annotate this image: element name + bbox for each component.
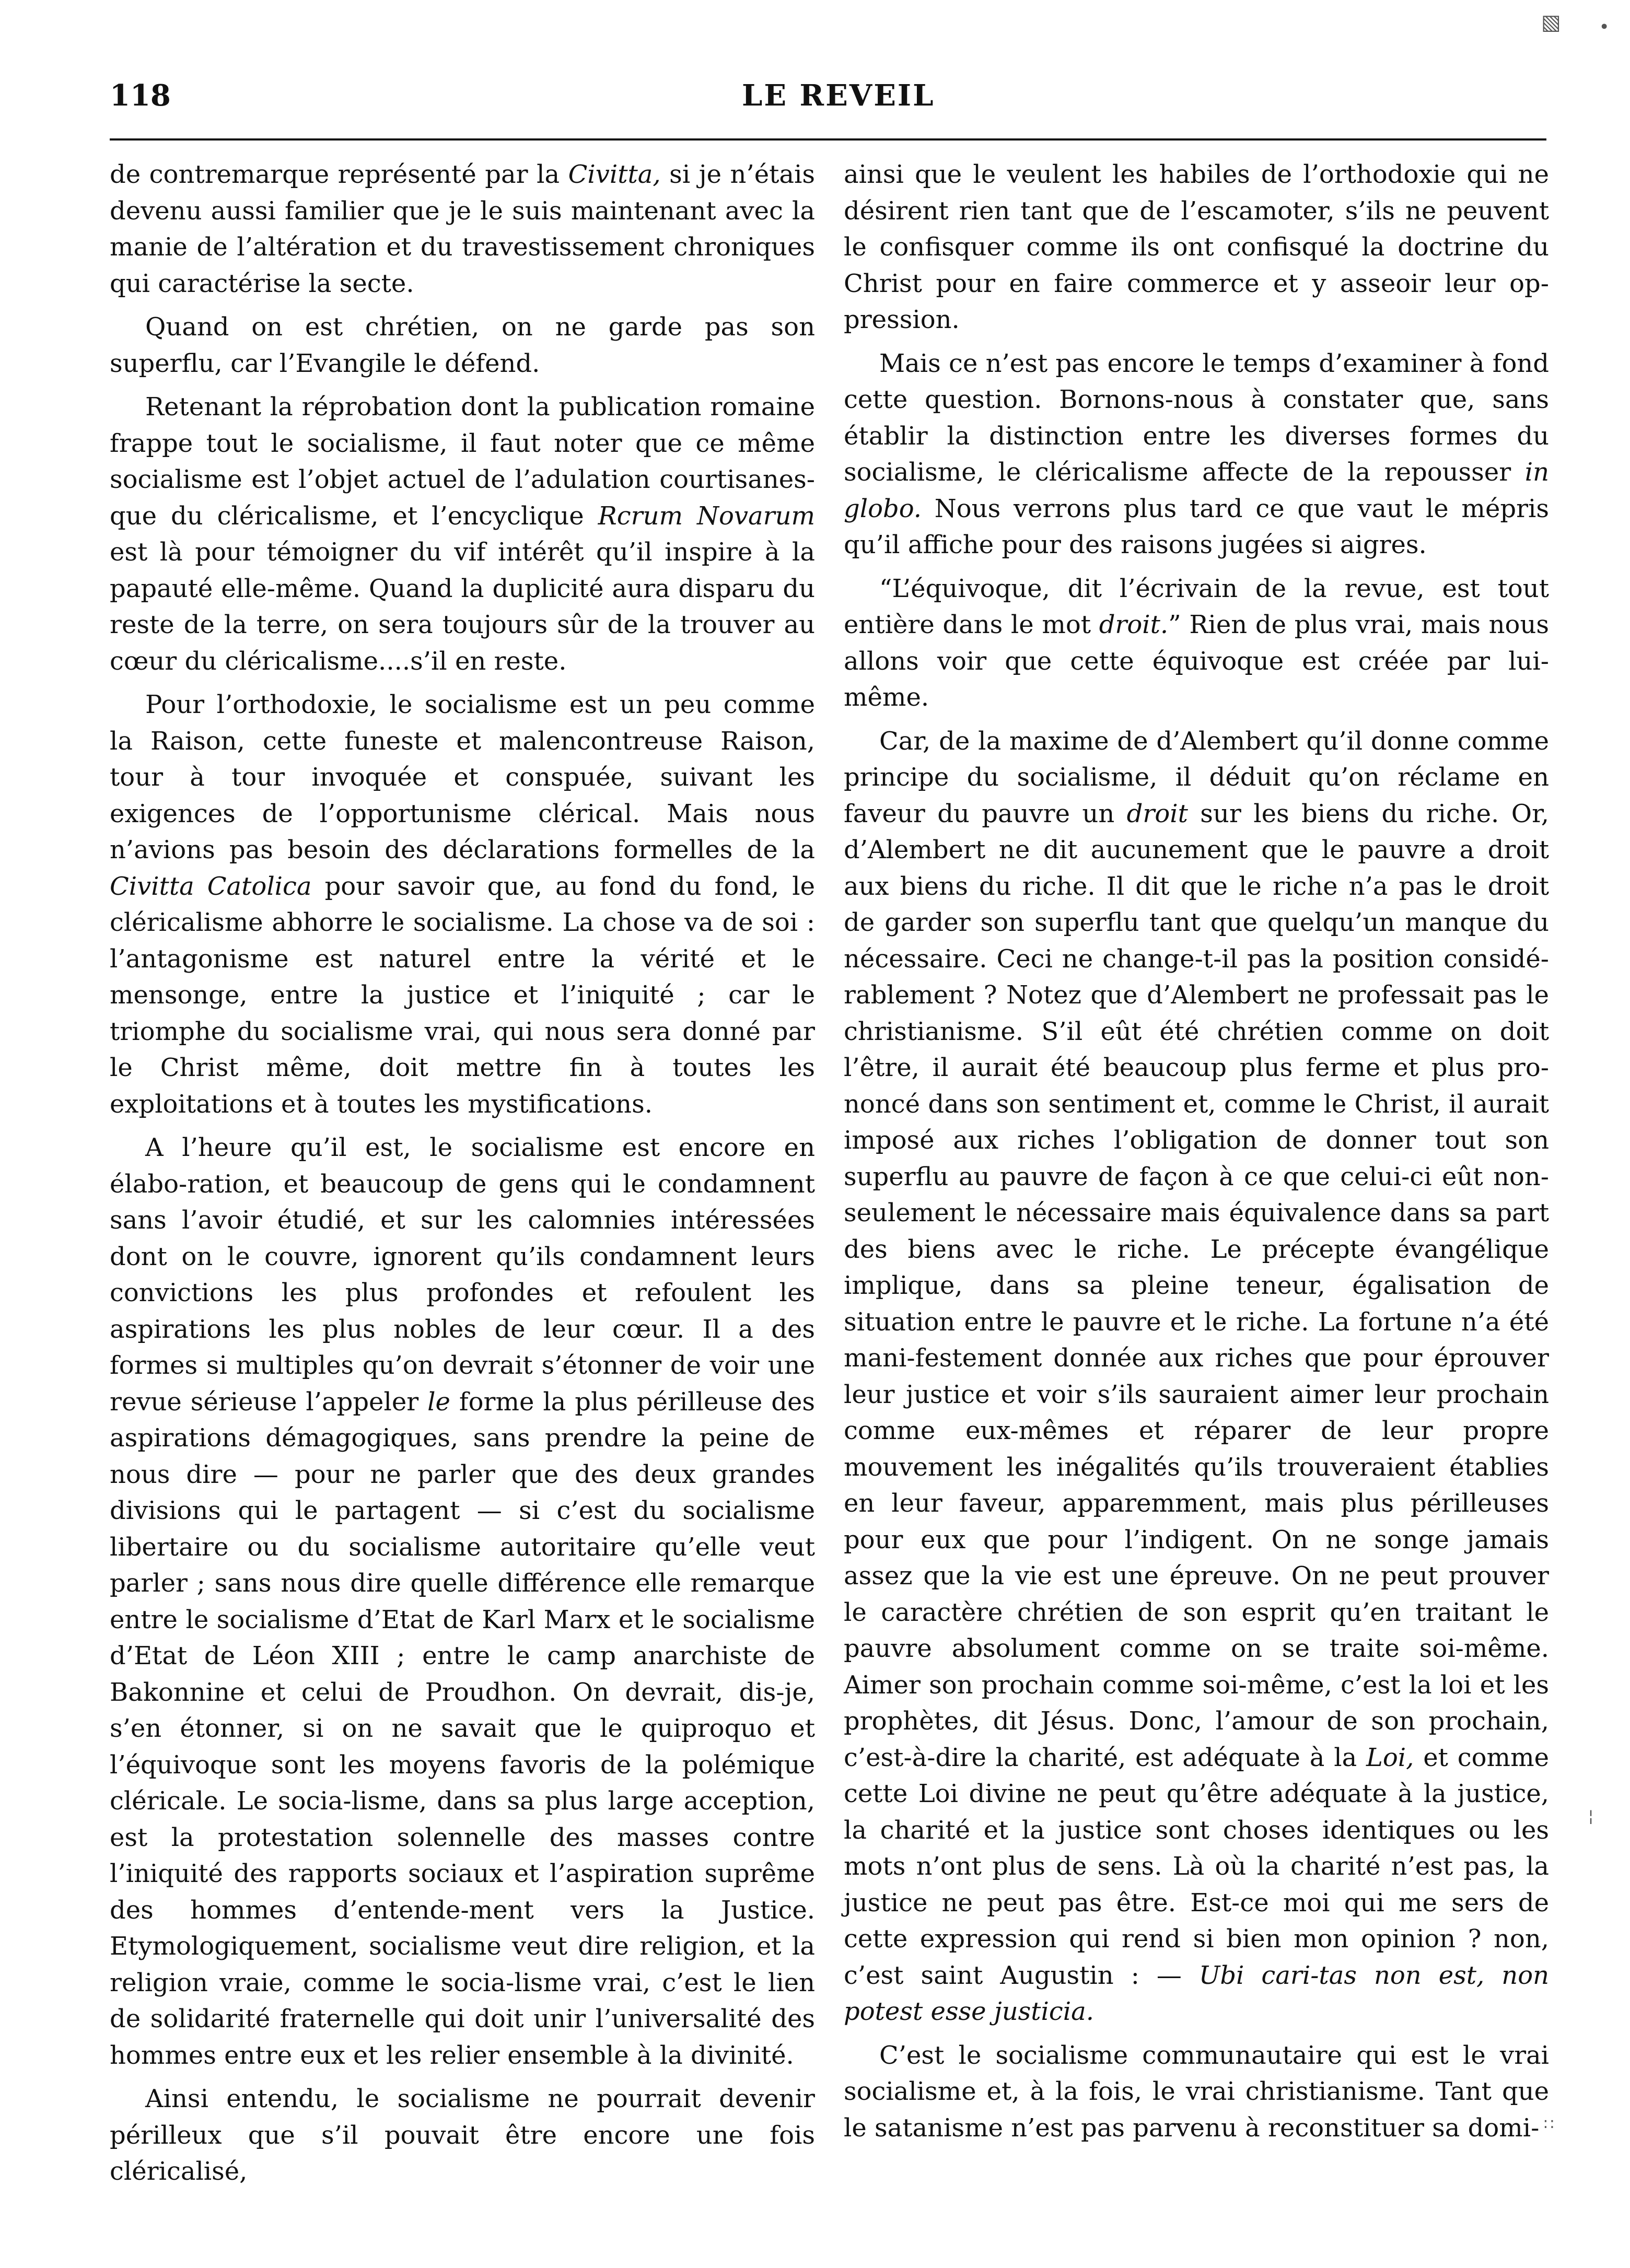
right-column [844,157,1549,2154]
paragraph [110,389,815,680]
text-run: Ainsi entendu, le socialisme ne pourrait devenir périlleux que s’il pouvait être encore une fois cléricalisé, [110,2084,815,2186]
paragraph [110,309,815,382]
paragraph [844,723,1549,2030]
text-run: C’est le socialisme communautaire qui est le vrai socialisme et, à la fois, le vrai christianisme. Tant que le satanisme n’est pas parvenu à reconstituer sa domi- [844,2040,1549,2143]
paragraph [110,687,815,1123]
italic-text: Rcrum Novarum [598,501,815,531]
scan-mark: ∷ [1544,2115,1554,2134]
scan-mark: ▧ [1541,10,1561,34]
italic-text: droit [1126,799,1188,828]
text-run: ainsi que le veulent les habiles de l’orthodoxie qui ne désirent rien tant que de l’escamoter, s’ils ne peuvent le confisquer comme ils ont confisqué la doctrine du Christ pour en faire commerce et y asseoir leur op-pression. [844,160,1549,334]
paragraph [110,1130,815,2074]
italic-text: Civitta, [568,160,661,189]
paragraph [844,2038,1549,2147]
paragraph [110,157,815,302]
running-title: LE REVEIL [742,78,935,113]
text-run: pour savoir que, au fond du fond, le cléricalisme abhorre le socialisme. La chose va de soi : l’antagonisme est naturel entre la vérité et le mensonge, entre la justice et l’iniquité ; car le triomphe du socialisme vrai, qui nous sera donné par le Christ même, doit mettre fin à toutes les exploitations et à toutes les mystifications. [110,871,816,1119]
left-column [110,157,815,2197]
header-rule [110,138,1546,141]
text-run: sur les biens du riche. Or, d’Alembert ne dit aucunement que le pauvre a droit aux biens du riche. Il dit que le riche n’a pas le droit de garder son superflu tant que quelqu’un manque du nécessaire. Ceci ne change-t-il pas la position considé-rablement ? Notez que d’Alembert ne professait pas le christianisme. S’il eût été chrétien comme on doit l’être, il aurait été beaucoup plus ferme et plus pro-noncé dans son sentiment et, comme le Christ, il aurait imposé aux riches l’obligation de donner tout son superflu au pauvre de façon à ce que celui-ci eût non-seulement le nécessaire mais équivalence dans sa part des biens avec le riche. Le précepte évangélique implique, dans sa pleine teneur, égalisation de situation entre le pauvre et le riche. La fortune n’a été mani-festement donnée aux riches que pour éprouver leur justice et voir s’ils sauraient aimer leur prochain comme eux-mêmes et réparer de leur propre mouvement les inégalités qu’ils trouveraient établies en leur faveur, apparemment, mais plus périlleuses pour eux que pour l’indigent. On ne songe jamais assez que la vie est une épreuve. On ne peut prouver le caractère chrétien de son esprit qu’en traitant le pauvre absolument comme on se traite soi-même. Aimer son prochain comme soi-même, c’est la loi et les prophètes, dit Jésus. Donc, l’amour de son prochain, c’est-à-dire la charité, est adéquate à la [844,799,1549,1772]
text-run: est là pour témoigner du vif intérêt qu’il inspire à la papauté elle-même. Quand la duplicité aura disparu du reste de la terre, on sera toujours sûr de la trouver au cœur du cléricalisme....s’il en reste. [110,537,815,676]
scan-mark: ∙ [1599,16,1610,37]
italic-text: Ubi cari-tas non est, non potest esse justicia. [844,1960,1550,2026]
text-run: si je n’étais devenu aussi familier que je le suis maintenant avec la manie de l’altération et du travestissement chroniques qui caractérise la secte. [110,160,816,298]
text-run: Quand on est chrétien, on ne garde pas son superflu, car l’Evangile le défend. [110,312,815,378]
paragraph [110,2081,815,2190]
scan-mark: ¦ [1588,1807,1594,1826]
text-run: Pour l’orthodoxie, le socialisme est un peu comme la Raison, cette funeste et malencontreuse Raison, tour à tour invoquée et conspuée, suivant les exigences de l’opportunisme clérical. Mais nous n’avions pas besoin des déclarations formelles de la [110,690,815,864]
text-run: Retenant la réprobation dont la publication romaine frappe tout le socialisme, il faut noter que ce même socialisme est l’objet actuel de l’adulation courtisanes-que du cléricalisme, et l’encyclique [110,392,815,531]
paragraph [844,346,1549,564]
text-run: ” Rien de plus vrai, mais nous allons voir que cette équivoque est créée par lui-même. [844,610,1549,712]
italic-text: Loi, [1366,1743,1414,1772]
text-run: A l’heure qu’il est, le socialisme est encore en élabo-ration, et beaucoup de gens qui le condamnent sans l’avoir étudié, et sur les calomnies intéressées dont on le couvre, ignorent qu’ils condamnent leurs convictions les plus profondes et refoulent les aspirations les plus nobles de leur cœur. Il a des formes si multiples qu’on devrait s’étonner de voir une revue sérieuse l’appeler [110,1133,815,1417]
italic-text: in globo. [844,458,1549,523]
page-number: 118 [110,78,171,113]
paragraph [844,157,1549,338]
text-run: Car, de la maxime de d’Alembert qu’il donne comme principe du socialisme, il déduit qu’on réclame en faveur du pauvre un [844,726,1549,828]
text-run: Mais ce n’est pas encore le temps d’examiner à fond cette question. Bornons-nous à constater que, sans établir la distinction entre les diverses formes du socialisme, le cléricalisme affecte de la repousser [844,348,1549,487]
paragraph [844,571,1549,716]
text-run: “L’équivoque, dit l’écrivain de la revue, est tout entière dans le mot [844,574,1549,639]
text-run: forme la plus périlleuse des aspirations démagogiques, sans prendre la peine de nous dire — pour ne parler que des deux grandes divisions qui le partagent — si c’est du socialisme libertaire ou du socialisme autoritaire qu’elle veut parler ; sans nous dire quelle différence elle remarque entre le socialisme d’Etat de Karl Marx et le socialisme d’Etat de Léon XIII ; entre le camp anarchiste de Bakonnine et celui de Proudhon. On devrait, dis-je, s’en étonner, si on ne savait que le quiproquo et l’équivoque sont les moyens favoris de la polémique cléricale. Le socia-lisme, dans sa plus large acception, est la protestation solennelle des masses contre l’iniquité des rapports sociaux et l’aspiration suprême des hommes d’entende-ment vers la Justice. Etymologiquement, socialisme veut dire religion, et la religion vraie, comme le socia-lisme vrai, c’est le lien de solidarité fraternelle qui doit unir l’universalité des hommes entre eux et les relier ensemble à la divinité. [110,1387,816,2070]
italic-text: le [427,1387,450,1417]
italic-text: droit. [1099,610,1169,639]
text-run: et comme cette Loi divine ne peut qu’être adéquate à la justice, la charité et la justice sont choses identiques ou les mots n’ont plus de sens. Là où la charité n’est pas, la justice ne peut pas être. Est-ce moi qui me sers de cette expression qui rend si bien mon opinion ? non, c’est saint Augustin : — [844,1743,1549,1990]
text-run: de contremarque représenté par la [110,160,568,189]
italic-text: Civitta Catolica [110,871,312,901]
text-run: Nous verrons plus tard ce que vaut le mépris qu’il affiche pour des raisons jugées si aigres. [844,494,1549,559]
